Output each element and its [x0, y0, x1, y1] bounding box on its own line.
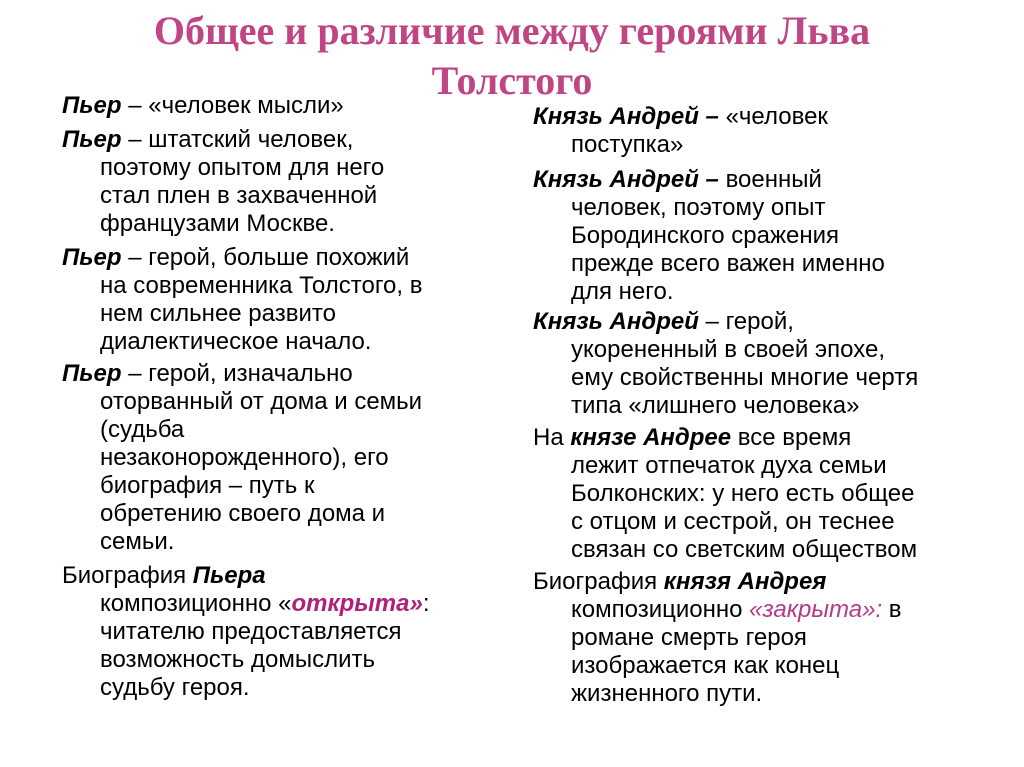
text-span: читателю предоставляется	[100, 618, 402, 645]
text-span: возможность домыслить	[100, 646, 375, 673]
text-span: – штатский человек,	[121, 126, 354, 153]
text-span: композиционно	[571, 596, 750, 623]
text-span: с отцом и сестрой, он теснее	[571, 508, 895, 535]
text-span: для него.	[571, 278, 674, 305]
text-span: поэтому опытом для него	[100, 154, 385, 181]
pierre-name: Пьер	[62, 92, 122, 119]
text-span: незаконорожденного), его	[100, 444, 389, 471]
pierre-name: Пьер	[62, 244, 122, 271]
text-span: изображается как конец	[571, 652, 840, 679]
text-span: стал плен в захваченной	[100, 182, 378, 209]
andrei-paragraph-4	[533, 424, 917, 564]
text-span: на современника Толстого, в	[100, 272, 423, 299]
pierre-name: Пьера	[192, 562, 266, 589]
andrei-name: князя Андрея	[663, 568, 827, 595]
text-span: На	[533, 424, 571, 451]
andrei-name: Князь Андрей –	[533, 103, 719, 130]
text-span: композиционно «	[100, 590, 292, 617]
pierre-name: Пьер	[62, 126, 122, 153]
text-span: в	[882, 596, 902, 623]
text-span: прежде всего важен именно	[571, 250, 885, 277]
text-span: лежит отпечаток духа семьи	[571, 452, 887, 479]
text-span: диалектическое начало.	[100, 328, 372, 355]
text-span: :	[422, 590, 430, 617]
pierre-paragraph-3	[62, 244, 422, 356]
text-span: романе смерть героя	[571, 624, 807, 651]
text-span: Бородинского сражения	[571, 222, 840, 249]
text-span: – герой, больше похожий	[121, 244, 410, 271]
text-span: жизненного пути.	[571, 680, 763, 707]
andrei-paragraph-2	[533, 166, 885, 306]
text-span: обретению своего дома и	[100, 500, 386, 527]
title-line-2: Толстого	[431, 58, 593, 103]
andrei-paragraph-5	[533, 568, 902, 708]
text-span: – герой, изначально	[121, 360, 353, 387]
text-span: Биография	[533, 568, 664, 595]
text-span: ему свойственны многие чертя	[571, 364, 919, 391]
pierre-name: Пьер	[62, 360, 122, 387]
title-line-1: Общее и различие между героями Льва	[153, 8, 871, 53]
andrei-name: Князь Андрей	[533, 308, 699, 335]
text-span: типа «лишнего человека»	[571, 392, 860, 419]
text-span: «человек	[718, 103, 828, 130]
text-span: человек, поэтому опыт	[571, 194, 826, 221]
slide-title	[40, 6, 984, 106]
text-span: поступка»	[571, 131, 684, 158]
text-span: Биография	[62, 562, 193, 589]
text-span: – герой,	[698, 308, 794, 335]
text-span: семьи.	[100, 528, 175, 555]
pierre-paragraph-2	[62, 126, 384, 238]
text-span: нем сильнее развито	[100, 300, 336, 327]
text-span: связан со светским обществом	[571, 536, 918, 563]
text-span: биография – путь к	[100, 472, 315, 499]
andrei-paragraph-1	[533, 103, 828, 159]
andrei-name: князе Андрее	[570, 424, 732, 451]
text-span: все время	[731, 424, 852, 451]
text-span: французами Москве.	[100, 210, 335, 237]
andrei-paragraph-3	[533, 308, 918, 420]
text-span: – «человек мысли»	[121, 92, 344, 119]
text-span: судьбу героя.	[100, 674, 250, 701]
pierre-paragraph-5	[62, 562, 430, 702]
emphasis-open: открыта»	[291, 590, 423, 617]
text-span: (судьба	[100, 416, 185, 443]
pierre-paragraph-1	[62, 92, 344, 120]
andrei-name: Князь Андрей –	[533, 166, 719, 193]
text-span: Болконских: у него есть общее	[571, 480, 915, 507]
text-span: укорененный в своей эпохе,	[571, 336, 885, 363]
emphasis-closed: «закрыта»:	[749, 596, 883, 623]
text-span: оторванный от дома и семьи	[100, 388, 423, 415]
text-span: военный	[718, 166, 822, 193]
pierre-paragraph-4	[62, 360, 422, 556]
